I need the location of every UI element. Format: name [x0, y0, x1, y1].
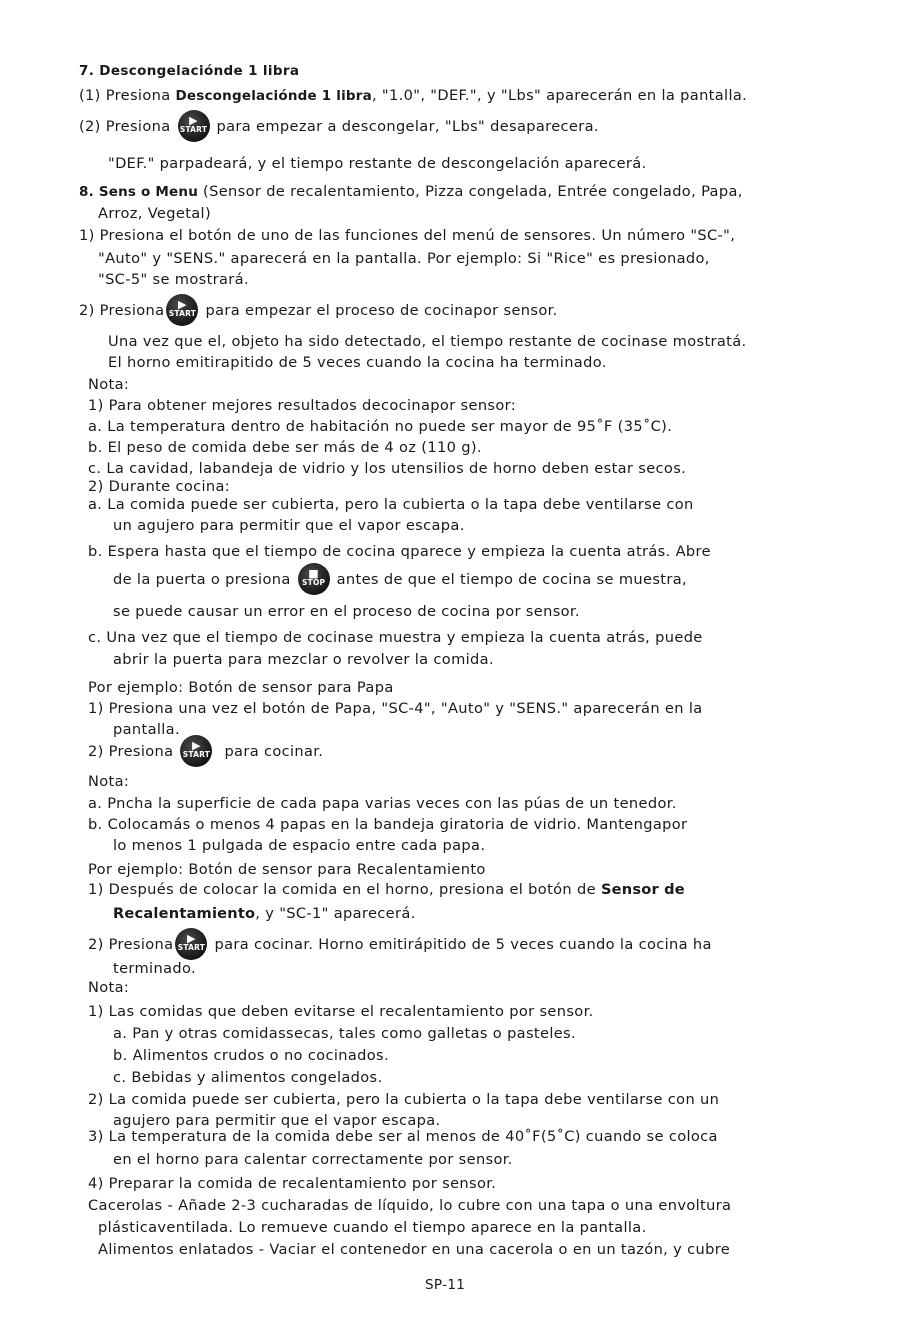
- nota-1-item-2c-line-1: c. Una vez que el tiempo de cocinase muestra y empieza la cuenta atrás, puede: [88, 629, 703, 646]
- start-button-icon: [175, 928, 207, 960]
- s8-p2-line-2: Una vez que el, objeto ha sido detectado, el tiempo restante de cocinase mostratá.: [108, 333, 747, 350]
- nota-1-item-2: 2) Durante cocina:: [88, 478, 231, 495]
- nota-1-item-2a-line-2: un agujero para permitir que el vapor escapa.: [113, 517, 465, 534]
- recal-cacerolas-line-1: Cacerolas - Añade 2-3 cucharadas de líquido, lo cubre con una tapa o una envoltura: [88, 1197, 732, 1214]
- s8-p2-text-a: 2) Presiona: [79, 302, 165, 319]
- s7-line-2: [79, 114, 599, 136]
- play-icon: ▶: [187, 932, 196, 945]
- start-button-icon: [166, 294, 198, 326]
- recal-step-2-line-2: terminado.: [113, 960, 196, 977]
- s7-line-3: "DEF." parpadeará, y el tiempo restante de descongelación aparecerá.: [108, 155, 647, 172]
- recal-step-1-bold-2: Recalentamiento: [113, 905, 256, 922]
- start-button-icon: [180, 735, 212, 767]
- nota-1-item-1: 1) Para obtener mejores resultados decocinapor sensor:: [88, 397, 517, 414]
- start-button-icon: [178, 110, 210, 142]
- papa-step-2-text-b: para cocinar.: [224, 743, 324, 760]
- stop-icon: ■: [308, 567, 320, 580]
- s7-line-1-text-a: (1) Presiona: [79, 87, 176, 104]
- nota-1-item-2b-line-2: [113, 567, 687, 589]
- stop-button-label: STOP: [302, 578, 326, 587]
- stop-button-icon: [298, 563, 330, 595]
- section-8-heading-bold: 8. Sens o Menu: [79, 184, 199, 200]
- s8-p1-line-3: "SC-5" se mostrará.: [98, 271, 249, 288]
- play-icon: ▶: [192, 739, 201, 752]
- recal-step-1-line-2: [113, 906, 416, 923]
- recal-example-title: Por ejemplo: Botón de sensor para Recalentamiento: [88, 861, 486, 878]
- papa-step-2: [88, 739, 324, 761]
- recal-nota-3-line-2: en el horno para calentar correctamente por sensor.: [113, 1151, 513, 1168]
- nota-1-item-2b-line-3: se puede causar un error en el proceso de cocina por sensor.: [113, 603, 580, 620]
- recal-step-2-line-1: [88, 932, 712, 954]
- s8-p1-line-2: "Auto" y "SENS." aparecerá en la pantalla. Por ejemplo: Si "Rice" es presionado,: [98, 250, 710, 267]
- play-icon: ▶: [189, 114, 198, 127]
- s8-p2-line-1: [79, 298, 558, 320]
- nota-1-item-c: c. La cavidad, labandeja de vidrio y los utensilios de horno deben estar secos.: [88, 460, 687, 477]
- recal-nota-1b: b. Alimentos crudos o no cocinados.: [113, 1047, 389, 1064]
- recal-nota-label: Nota:: [88, 979, 130, 996]
- start-button-label: START: [177, 943, 206, 952]
- recal-nota-1a: a. Pan y otras comidassecas, tales como galletas o pasteles.: [113, 1025, 577, 1042]
- papa-step-1-line-1: 1) Presiona una vez el botón de Papa, "SC-4", "Auto" y "SENS." aparecerán en la: [88, 700, 703, 717]
- page-number: SP-11: [425, 1277, 466, 1293]
- nota-1-item-2c-line-2: abrir la puerta para mezclar o revolver la comida.: [113, 651, 494, 668]
- s7-line-2-text-a: (2) Presiona: [79, 118, 171, 135]
- nota-1-item-2b-text-a: de la puerta o presiona: [113, 571, 291, 588]
- papa-nota-b-line-1: b. Colocamás o menos 4 papas en la bandeja giratoria de vidrio. Mantengapor: [88, 816, 688, 833]
- section-8-heading-rest: (Sensor de recalentamiento, Pizza congelada, Entrée congelado, Papa,: [198, 183, 743, 200]
- papa-nota-a: a. Pncha la superficie de cada papa varias veces con las púas de un tenedor.: [88, 795, 677, 812]
- recal-step-1-line-1: [88, 882, 685, 899]
- recal-cacerolas-line-2: plásticaventilada. Lo remueve cuando el tiempo aparece en la pantalla.: [98, 1219, 647, 1236]
- section-8-heading-line-2: Arroz, Vegetal): [98, 205, 212, 222]
- papa-example-title: Por ejemplo: Botón de sensor para Papa: [88, 679, 394, 696]
- papa-nota-b-line-2: lo menos 1 pulgada de espacio entre cada papa.: [113, 837, 486, 854]
- recal-nota-1c: c. Bebidas y alimentos congelados.: [113, 1069, 383, 1086]
- recal-nota-4: 4) Preparar la comida de recalentamiento por sensor.: [88, 1175, 497, 1192]
- s7-line-2-text-b: para empezar a descongelar, "Lbs" desaparecera.: [216, 118, 599, 135]
- s7-line-1: [79, 88, 747, 105]
- section-8-heading: [79, 184, 743, 201]
- s7-line-1-text-b: , "1.0", "DEF.", y "Lbs" aparecerán en la pantalla.: [371, 87, 748, 104]
- nota-1-item-2b-line-1: b. Espera hasta que el tiempo de cocina qparece y empieza la cuenta atrás. Abre: [88, 543, 711, 560]
- s8-p2-line-3: El horno emitirapitido de 5 veces cuando la cocina ha terminado.: [108, 354, 607, 371]
- nota-1-item-2a-line-1: a. La comida puede ser cubierta, pero la cubierta o la tapa debe ventilarse con: [88, 496, 694, 513]
- papa-step-2-text-a: 2) Presiona: [88, 743, 174, 760]
- nota-1-item-b: b. El peso de comida debe ser más de 4 oz (110 g).: [88, 439, 482, 456]
- start-button-label: START: [168, 309, 197, 318]
- nota-1-item-a: a. La temperatura dentro de habitación no puede ser mayor de 95˚F (35˚C).: [88, 418, 673, 435]
- s8-p2-text-b: para empezar el proceso de cocinapor sensor.: [205, 302, 558, 319]
- nota-1-item-2b-text-b: antes de que el tiempo de cocina se muestra,: [336, 571, 687, 588]
- nota-1-label: Nota:: [88, 376, 130, 393]
- recal-nota-3-line-1: 3) La temperatura de la comida debe ser al menos de 40˚F(5˚C) cuando se coloca: [88, 1128, 718, 1145]
- section-7-heading: 7. Descongelaciónde 1 libra: [79, 63, 300, 79]
- recal-enlatados-line-1: Alimentos enlatados - Vaciar el contenedor en una cacerola o en un tazón, y cubre: [98, 1241, 731, 1258]
- recal-step-2-text-a: 2) Presiona: [88, 936, 174, 953]
- papa-step-1-line-2: pantalla.: [113, 721, 180, 738]
- recal-nota-1: 1) Las comidas que deben evitarse el recalentamiento por sensor.: [88, 1003, 594, 1020]
- recal-nota-2-line-2: agujero para permitir que el vapor escapa.: [113, 1112, 441, 1129]
- recal-step-1-rest: , y "SC-1" aparecerá.: [255, 905, 416, 922]
- recal-step-2-text-b: para cocinar. Horno emitirápitido de 5 veces cuando la cocina ha: [214, 936, 712, 953]
- recal-step-1-bold: Sensor de: [600, 881, 685, 898]
- start-button-label: START: [182, 750, 211, 759]
- s8-p1-line-1: 1) Presiona el botón de uno de las funciones del menú de sensores. Un número "SC-",: [79, 227, 736, 244]
- papa-nota-label: Nota:: [88, 773, 130, 790]
- start-button-label: START: [179, 125, 208, 134]
- s7-line-1-bold: Descongelaciónde 1 libra: [175, 88, 372, 104]
- recal-nota-2-line-1: 2) La comida puede ser cubierta, pero la cubierta o la tapa debe ventilarse con un: [88, 1091, 720, 1108]
- play-icon: ▶: [178, 298, 187, 311]
- recal-step-1-text: 1) Después de colocar la comida en el horno, presiona el botón de: [88, 881, 601, 898]
